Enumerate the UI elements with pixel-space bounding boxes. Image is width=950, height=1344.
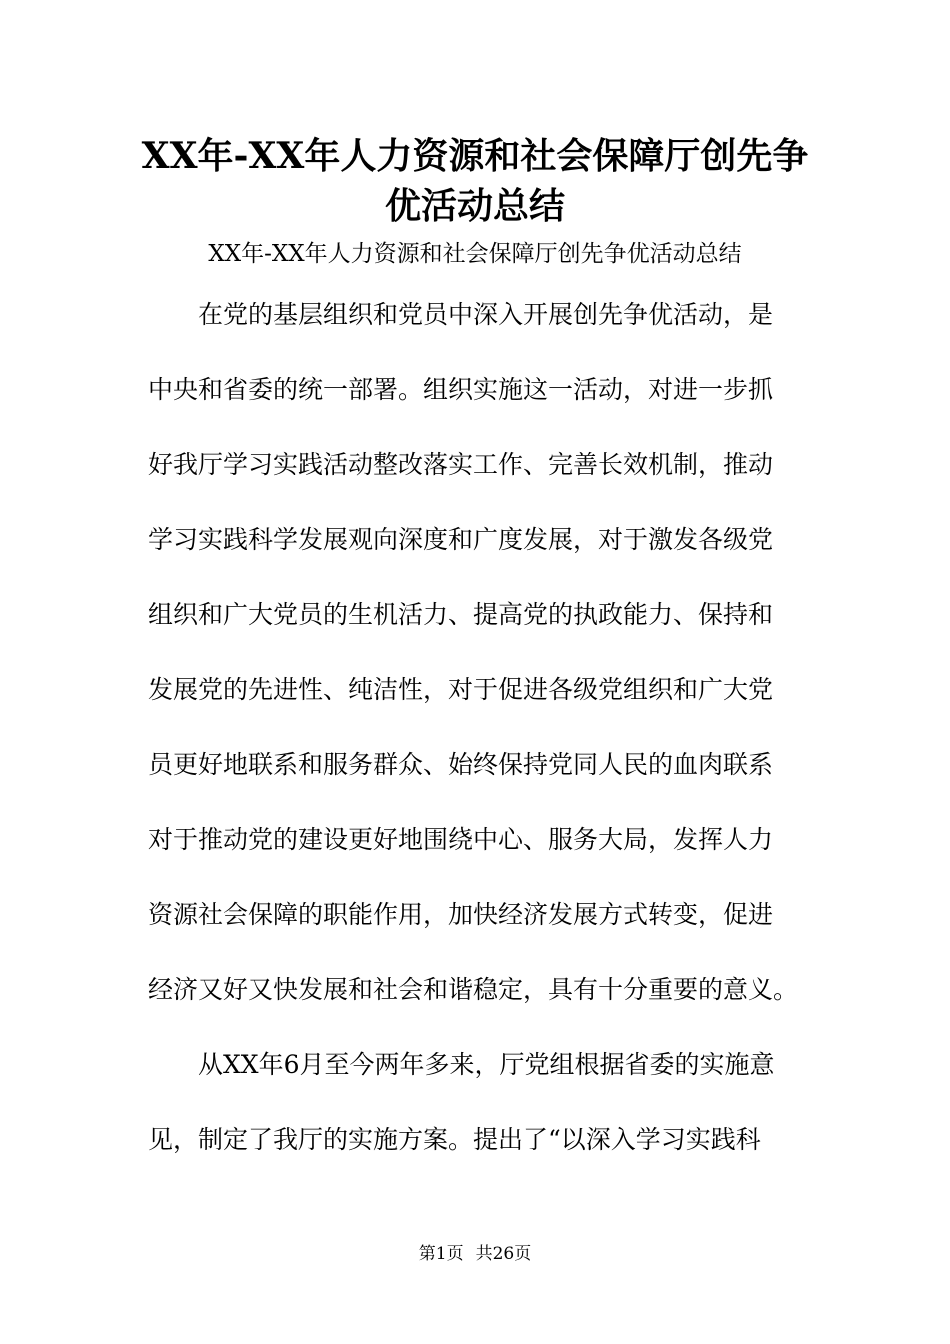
body-line: 见，制定了我厅的实施方案。提出了“以深入学习实践科: [148, 1125, 761, 1154]
document-title-line-1: XX年-XX年人力资源和社会保障厅创先争: [141, 135, 809, 177]
body-line: 经济又好又快发展和社会和谐稳定，具有十分重要的意义。: [148, 975, 799, 1004]
body-line: 组织和广大党员的生机活力、提高党的执政能力、保持和: [148, 600, 774, 629]
page-footer: [0, 1242, 950, 1266]
body-line: 好我厅学习实践活动整改落实工作、完善长效机制，推动: [148, 450, 774, 479]
body-line: 学习实践科学发展观向深度和广度发展，对于激发各级党: [148, 525, 774, 554]
body-line: 员更好地联系和服务群众、始终保持党同人民的血肉联系: [148, 750, 774, 779]
body-line: 在党的基层组织和党员中深入开展创先争优活动，是: [198, 300, 774, 329]
document-subtitle: XX年-XX年人力资源和社会保障厅创先争优活动总结: [208, 241, 742, 267]
page-total: 共26页: [475, 1244, 532, 1264]
body-line: 中央和省委的统一部署。组织实施这一活动，对进一步抓: [148, 375, 774, 404]
body-line: 资源社会保障的职能作用，加快经济发展方式转变，促进: [148, 900, 774, 929]
body-line: 对于推动党的建设更好地围绕中心、服务大局，发挥人力: [148, 825, 774, 854]
body-line: 发展党的先进性、纯洁性，对于促进各级党组织和广大党: [148, 675, 774, 704]
body-line: 从XX年6月至今两年多来，厅党组根据省委的实施意: [198, 1050, 775, 1079]
page-number: 第1页: [418, 1244, 464, 1264]
document-title-line-2: 优活动总结: [384, 185, 565, 227]
